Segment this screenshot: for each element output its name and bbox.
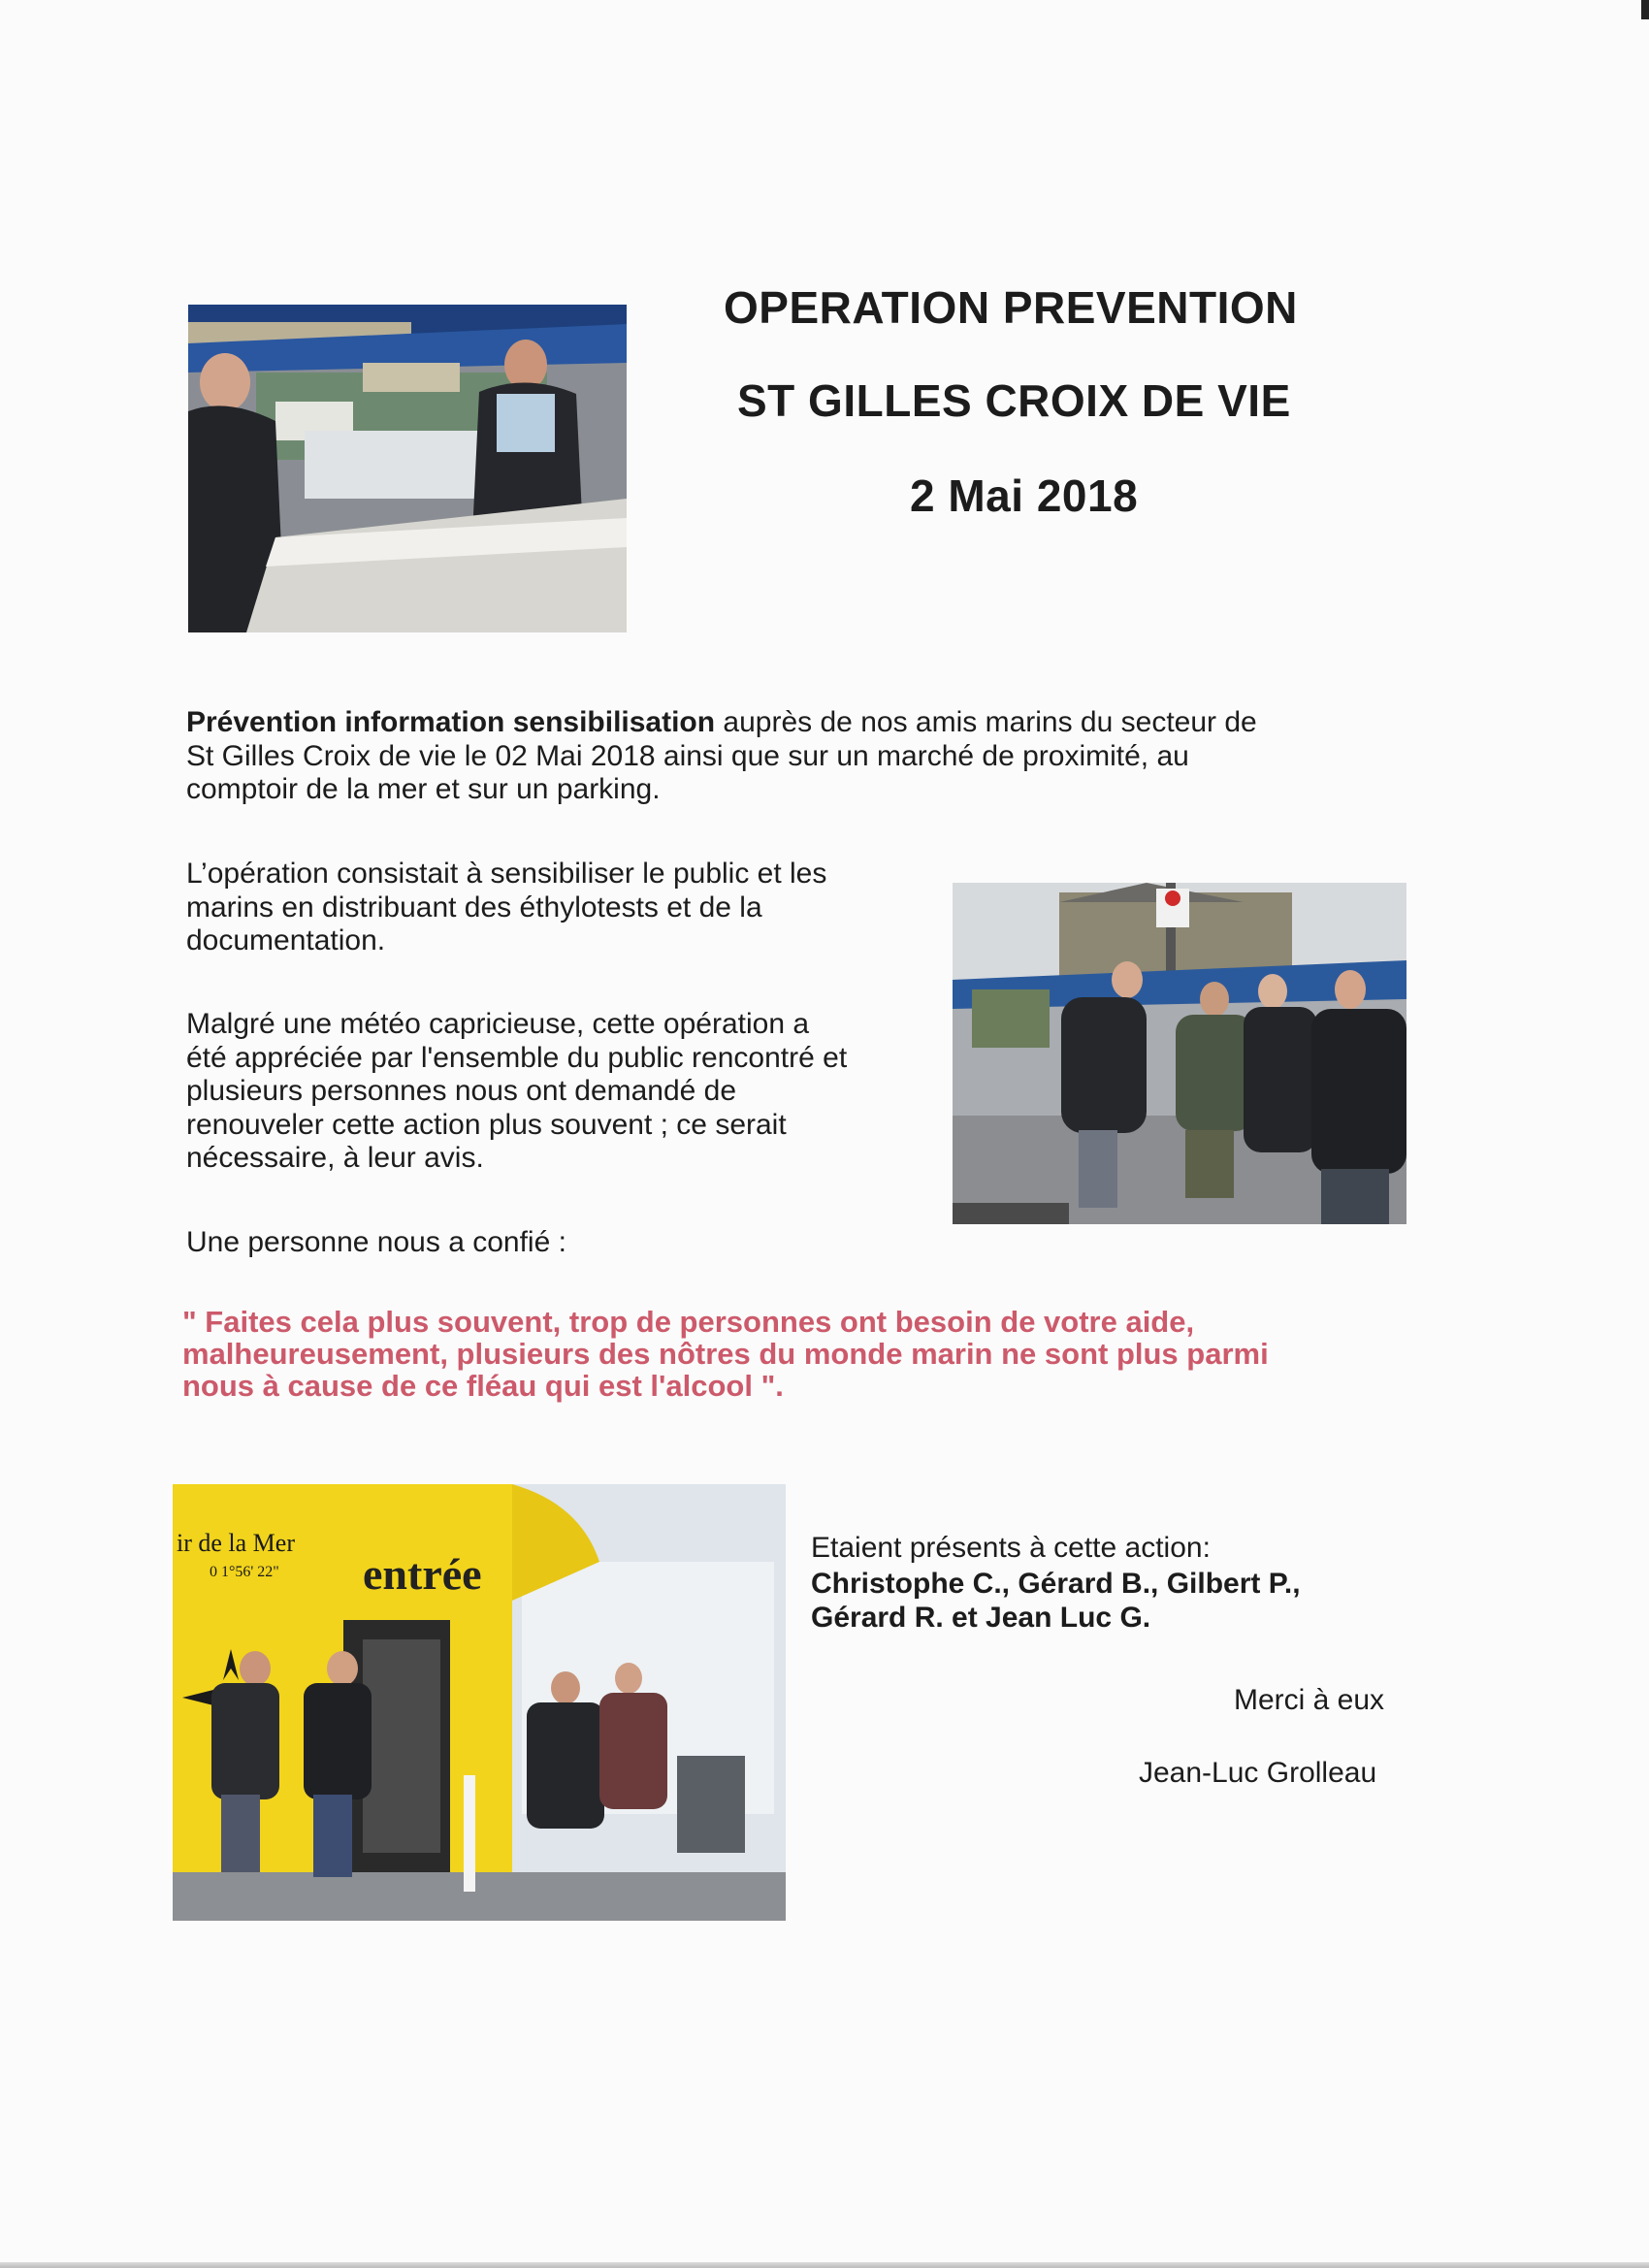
weather-line-5: nécessaire, à leur avis. bbox=[186, 1142, 484, 1174]
operation-line-1: L’opération consistait à sensibiliser le public et les bbox=[186, 858, 827, 890]
photo-parking-group-image bbox=[953, 883, 1406, 1224]
intro-paragraph bbox=[186, 706, 1447, 807]
weather-line-1: Malgré une météo capricieuse, cette opération a bbox=[186, 1008, 810, 1040]
operation-line-3: documentation. bbox=[186, 924, 386, 956]
quote-block bbox=[182, 1306, 1443, 1402]
intro-line-2: St Gilles Croix de vie le 02 Mai 2018 ainsi que sur un marché de proximité, au bbox=[186, 739, 1189, 772]
shop-name-text: ir de la Mer bbox=[177, 1529, 296, 1557]
intro-line-1: auprès de nos amis marins du secteur de bbox=[715, 706, 1257, 738]
present-names-line-1: Christophe C., Gérard B., Gilbert P., bbox=[811, 1568, 1301, 1600]
photo-parking-group bbox=[953, 883, 1406, 1224]
photo-market-stall bbox=[188, 305, 627, 632]
shop-coords-text: 0 1°56' 22" bbox=[210, 1564, 279, 1580]
present-names-line-2: Gérard R. et Jean Luc G. bbox=[811, 1601, 1151, 1634]
title-line-2: ST GILLES CROIX DE VIE bbox=[737, 375, 1291, 426]
signature-text: Jean-Luc Grolleau bbox=[1139, 1757, 1377, 1789]
weather-line-3: plusieurs personnes nous ont demandé de bbox=[186, 1075, 737, 1107]
weather-paragraph bbox=[186, 1008, 943, 1176]
scan-edge-mark bbox=[1641, 0, 1649, 19]
photo-shop-entrance bbox=[173, 1484, 786, 1921]
confide-line: Une personne nous a confié : bbox=[186, 1226, 566, 1258]
weather-line-4: renouveler cette action plus souvent ; ce serait bbox=[186, 1108, 787, 1141]
weather-line-2: été appréciée par l'ensemble du public rencontré et bbox=[186, 1041, 848, 1074]
present-intro: Etaient présents à cette action: bbox=[811, 1532, 1211, 1564]
photo-market-stall-image bbox=[188, 305, 627, 632]
present-names bbox=[811, 1568, 1587, 1635]
quote-line-2: malheureusement, plusieurs des nôtres du monde marin ne sont plus parmi bbox=[182, 1337, 1269, 1371]
scan-bottom-edge bbox=[0, 2262, 1649, 2268]
quote-line-1: " Faites cela plus souvent, trop de personnes ont besoin de votre aide, bbox=[182, 1305, 1195, 1339]
shop-entrance-sign: entrée bbox=[363, 1549, 482, 1599]
title-line-1: OPERATION PREVENTION bbox=[724, 282, 1298, 333]
intro-line-3: comptoir de la mer et sur un parking. bbox=[186, 773, 661, 805]
thanks-text: Merci à eux bbox=[1234, 1684, 1385, 1716]
intro-bold-lead: Prévention information sensibilisation bbox=[186, 706, 716, 738]
quote-line-3: nous à cause de ce fléau qui est l'alcool ". bbox=[182, 1369, 784, 1403]
operation-line-2: marins en distribuant des éthylotests et de la bbox=[186, 891, 762, 923]
operation-paragraph bbox=[186, 858, 943, 958]
title-date: 2 Mai 2018 bbox=[910, 470, 1139, 521]
